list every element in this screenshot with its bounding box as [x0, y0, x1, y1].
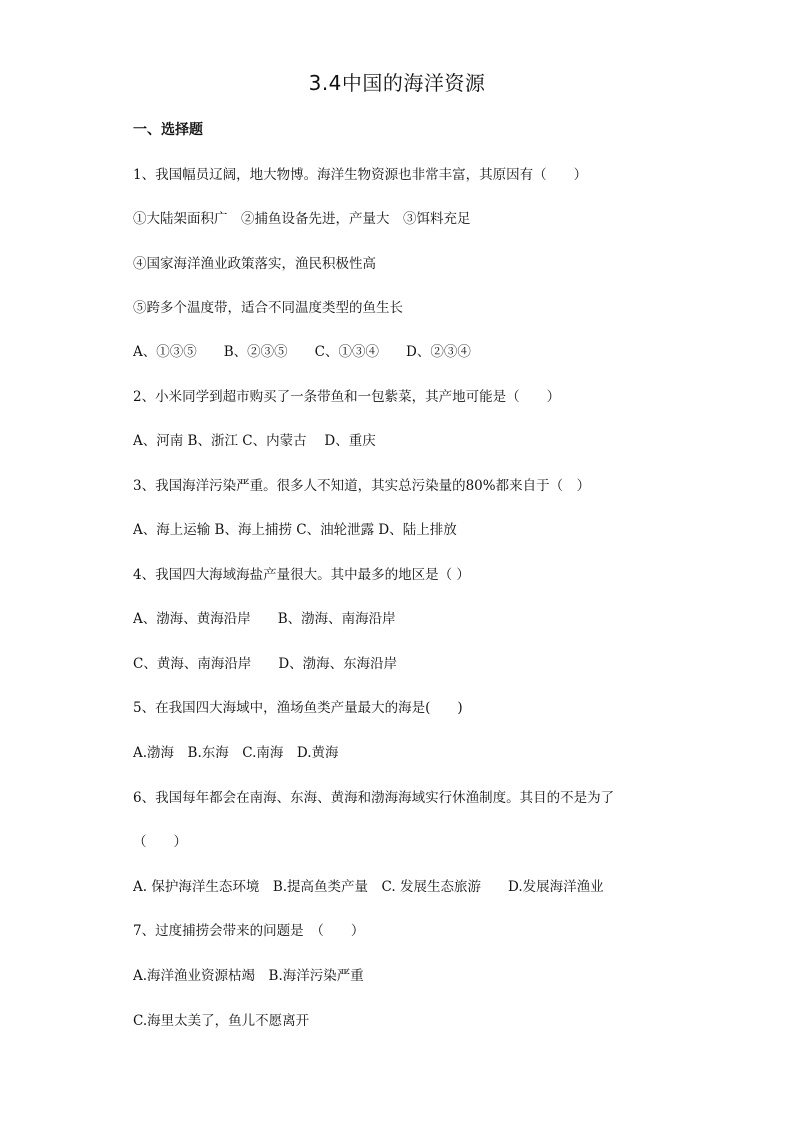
question-3-options: A、海上运输 B、海上捕捞 C、油轮泄露 D、陆上排放 [133, 522, 457, 538]
question-7-options-a: A.海洋渔业资源枯竭 B.海洋污染严重 [133, 968, 364, 984]
question-6-options: A. 保护海洋生态环境 B.提高鱼类产量 C. 发展生态旅游 D.发展海洋渔业 [133, 879, 604, 895]
question-7-options-b: C.海里太美了，鱼儿不愿离开 [133, 1013, 310, 1029]
question-3-stem: 3、我国海洋污染严重。很多人不知道，其实总污染量的80%都来自于（ ） [133, 478, 591, 494]
question-4-stem: 4、我国四大海域海盐产量很大。其中最多的地区是（ ） [133, 567, 470, 583]
question-6-stem: 6、我国每年都会在南海、东海、黄海和渤海海域实行休渔制度。其目的不是为了 [133, 790, 615, 806]
question-7-stem: 7、过度捕捞会带来的问题是 （ ） [133, 923, 365, 939]
question-2-options: A、河南 B、浙江 C、内蒙古 D、重庆 [133, 433, 376, 449]
question-1-statements-b: ④国家海洋渔业政策落实，渔民积极性高 [133, 256, 376, 272]
section-heading: 一、选择题 [133, 122, 203, 138]
question-6-stem-cont: （ ） [133, 834, 187, 850]
question-1-options: A、①③⑤ B、②③⑤ C、①③④ D、②③④ [133, 344, 471, 360]
page-title: 3.4中国的海洋资源 [308, 71, 486, 95]
question-1-statements-c: ⑤跨多个温度带，适合不同温度类型的鱼生长 [133, 300, 403, 316]
question-5-stem: 5、在我国四大海域中，渔场鱼类产量最大的海是( ) [133, 700, 463, 716]
question-5-options: A.渤海 B.东海 C.南海 D.黄海 [133, 745, 339, 761]
question-4-options-b: C、黄海、南海沿岸 D、渤海、东海沿岸 [133, 656, 398, 672]
question-4-options-a: A、渤海、黄海沿岸 B、渤海、南海沿岸 [133, 611, 396, 627]
question-1-statements-a: ①大陆架面积广 ②捕鱼设备先进，产量大 ③饵料充足 [133, 211, 471, 227]
question-2-stem: 2、小米同学到超市购买了一条带鱼和一包紫菜，其产地可能是（ ） [133, 389, 561, 405]
question-1-stem: 1、我国幅员辽阔，地大物博。海洋生物资源也非常丰富，其原因有（ ） [133, 167, 588, 183]
